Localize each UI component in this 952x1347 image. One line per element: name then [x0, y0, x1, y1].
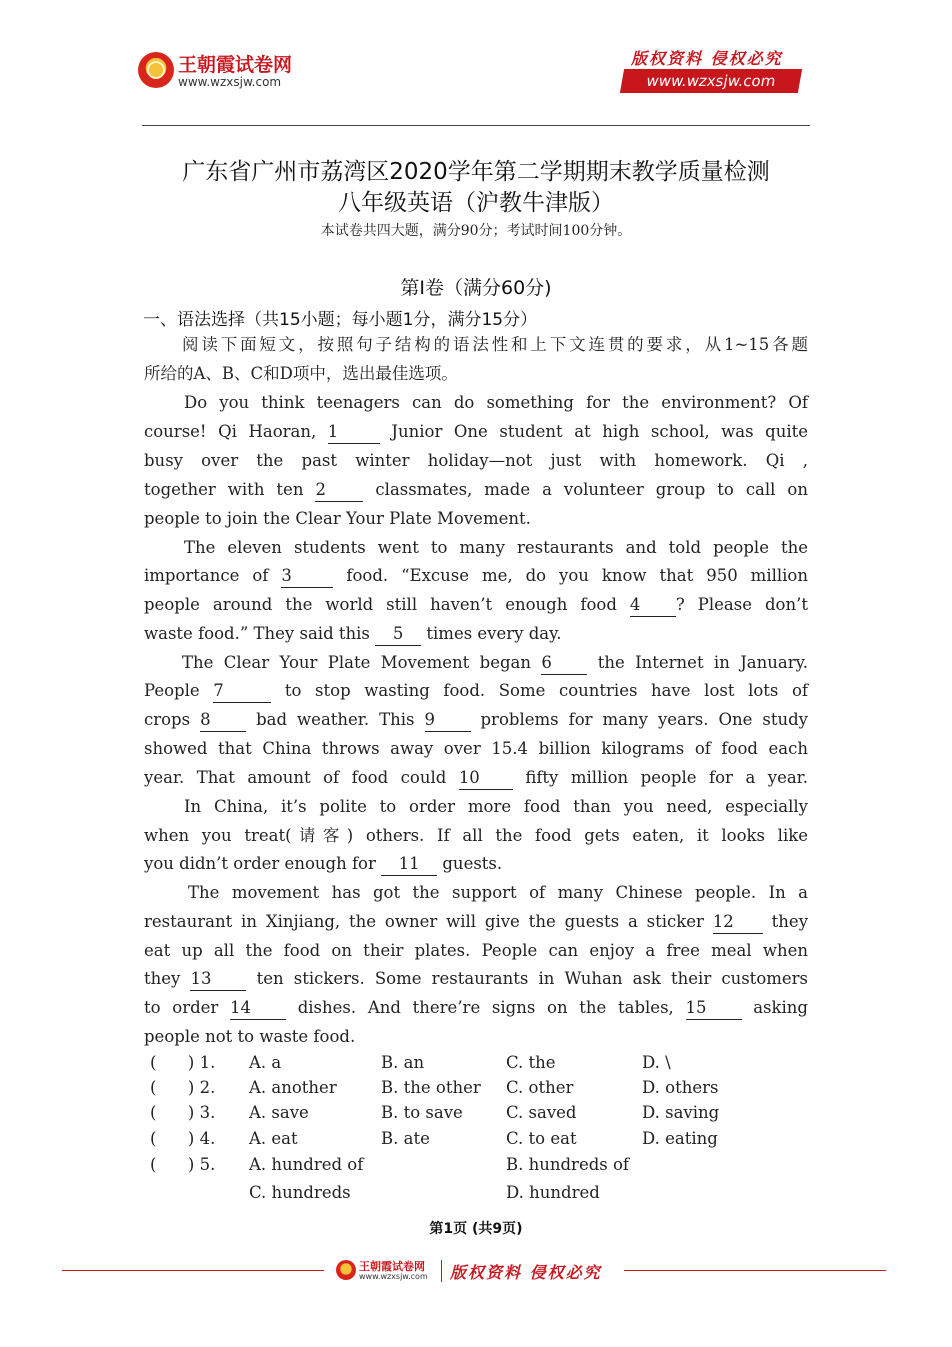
passage-line: In China, it’s polite to order more food than you need, especially: [184, 797, 808, 816]
exam-title: 广东省广州市荔湾区2020学年第二学期期末教学质量检测: [182, 159, 770, 185]
passage-line: together with ten 2 classmates, made a volunteer group to call on: [144, 476, 808, 504]
option-a: A. eat: [249, 1129, 298, 1148]
blank-15: 15: [686, 997, 742, 1020]
footer-divider-left: [62, 1270, 324, 1271]
passage-line: showed that China throws away over 15.4 billion kilograms of food each: [144, 739, 808, 758]
footer-seal-icon: [336, 1260, 356, 1280]
passage-line: The movement has got the support of many Chinese people. In a: [188, 883, 808, 902]
site-url-banner: www.wzxsjw.com: [620, 69, 802, 93]
option-b: B. the other: [381, 1078, 481, 1097]
option-b: B. to save: [381, 1103, 463, 1122]
option-d: D. \: [642, 1053, 671, 1072]
option-b: B. hundreds of: [506, 1155, 630, 1174]
option-a: A. save: [249, 1103, 309, 1122]
blank-4: 4: [630, 594, 676, 617]
passage-line: importance of 3 food. “Excuse me, do you know that 950 million: [144, 562, 808, 590]
option-c: C. to eat: [506, 1129, 577, 1148]
exam-subtitle: 八年级英语（沪教牛津版）: [338, 190, 614, 216]
option-c: C. other: [506, 1078, 574, 1097]
option-c: C. the: [506, 1053, 556, 1072]
option-d: D. eating: [642, 1129, 718, 1148]
volume-title: 第Ⅰ卷（满分60分): [400, 277, 552, 299]
blank-1: 1: [328, 421, 380, 444]
logo-name: 王朝霞试卷网: [178, 54, 293, 76]
question-number: ( ) 5.: [150, 1155, 216, 1174]
exam-info: 本试卷共四大题，满分90分；考试时间100分钟。: [320, 223, 632, 239]
passage-line: eat up all the food on their plates. People can enjoy a free meal when: [144, 941, 808, 960]
question-number: ( ) 2.: [150, 1078, 216, 1097]
option-c: C. hundreds: [249, 1183, 351, 1202]
blank-5: 5: [375, 623, 421, 646]
passage-line: people around the world still haven’t enough food 4 ? Please don’t: [144, 591, 808, 619]
instruction-line: 阅读下面短文，按照句子结构的语法性和上下文连贯的要求，从1~15各题: [182, 335, 808, 354]
blank-3: 3: [281, 565, 333, 588]
footer-logo-url: www.wzxsjw.com: [359, 1272, 428, 1281]
logo-url: www.wzxsjw.com: [178, 75, 282, 89]
passage-line: people to join the Clear Your Plate Movement.: [144, 509, 531, 528]
passage-line: People 7 to stop wasting food. Some countries have lost lots of: [144, 677, 808, 705]
blank-11: 11: [381, 853, 437, 876]
passage-line: busy over the past winter holiday—not just with homework. Qi ,: [144, 451, 808, 470]
passage-line: to order 14 dishes. And there’re signs on the tables, 15 asking: [144, 994, 808, 1022]
section-heading: 一、语法选择（共15小题；每小题1分，满分15分）: [143, 310, 538, 330]
passage-line: year. That amount of food could 10 fifty million people for a year.: [144, 764, 808, 792]
option-a: A. hundred of: [249, 1155, 364, 1174]
option-a: A. another: [249, 1078, 337, 1097]
blank-14: 14: [230, 997, 286, 1020]
passage-line: people not to waste food.: [144, 1027, 356, 1046]
option-a: A. a: [249, 1053, 282, 1072]
site-logo: [138, 50, 338, 94]
passage-line: The Clear Your Plate Movement began 6 the Internet in January.: [182, 649, 808, 677]
option-b: B. an: [381, 1053, 425, 1072]
instruction-line: 所给的A、B、C和D项中，选出最佳选项。: [144, 364, 458, 383]
header-divider: [142, 125, 810, 126]
passage-line: when you treat(请客) others. If all the food gets eaten, it looks like: [144, 826, 808, 845]
footer-logo: [336, 1258, 448, 1284]
blank-8: 8: [200, 709, 246, 732]
blank-13: 13: [190, 968, 246, 991]
passage-line: course! Qi Haoran, 1 Junior One student at high school, was quite: [144, 418, 808, 446]
option-d: D. others: [642, 1078, 719, 1097]
blank-12: 12: [713, 911, 763, 934]
question-number: ( ) 1.: [150, 1053, 216, 1072]
page-number: 第1页 (共9页): [429, 1221, 523, 1237]
question-number: ( ) 3.: [150, 1103, 216, 1122]
blank-2: 2: [315, 479, 363, 502]
passage-line: they 13 ten stickers. Some restaurants in Wuhan ask their customers: [144, 965, 808, 993]
passage-line: Do you think teenagers can do something for the environment? Of: [184, 393, 808, 412]
option-b: B. ate: [381, 1129, 430, 1148]
question-number: ( ) 4.: [150, 1129, 216, 1148]
passage-line: crops 8 bad weather. This 9 problems for many years. One study: [144, 706, 808, 734]
footer-divider-right: [624, 1270, 886, 1271]
logo-seal-icon: [138, 52, 174, 88]
passage-line: restaurant in Xinjiang, the owner will give the guests a sticker 12 they: [144, 908, 808, 936]
footer-copyright: 版权资料 侵权必究: [450, 1263, 602, 1282]
blank-10: 10: [459, 767, 513, 790]
header-copyright: 版权资料 侵权必究: [631, 49, 783, 68]
blank-9: 9: [425, 709, 471, 732]
passage-line: waste food.” They said this 5 times every day.: [144, 620, 808, 648]
option-d: D. hundred: [506, 1183, 600, 1202]
footer-separator: [441, 1260, 442, 1282]
footer-logo-name: 王朝霞试卷网: [359, 1260, 425, 1273]
option-d: D. saving: [642, 1103, 720, 1122]
passage-line: you didn’t order enough for 11 guests.: [144, 850, 808, 878]
option-c: C. saved: [506, 1103, 577, 1122]
blank-6: 6: [541, 652, 587, 675]
blank-7: 7: [213, 680, 271, 703]
passage-line: The eleven students went to many restaurants and told people the: [184, 538, 808, 557]
